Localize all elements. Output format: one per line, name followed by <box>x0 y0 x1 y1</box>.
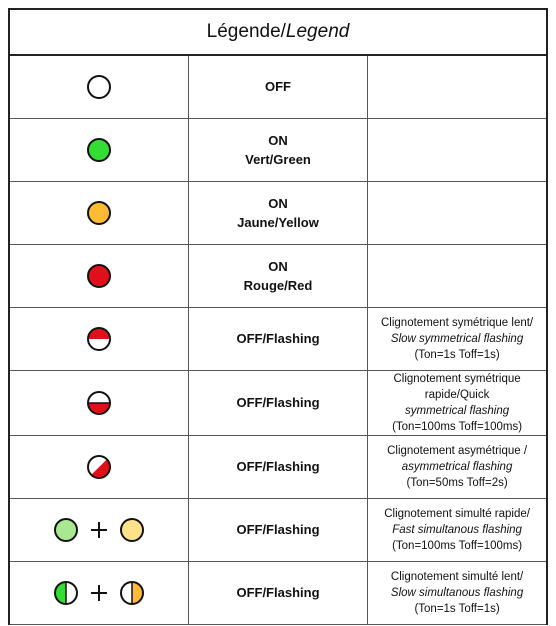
legend-title-fr: Légende/ <box>206 21 286 42</box>
state-line: OFF <box>264 79 291 95</box>
desc-line-en: Slow simultanous flashing <box>390 586 524 599</box>
desc-line-fr: Clignotement simulté rapide/ <box>384 507 530 520</box>
description-cell <box>368 181 547 244</box>
state-line: ON <box>268 195 288 211</box>
desc-line-timing: (Ton=100ms Toff=100ms) <box>392 539 523 552</box>
state-line: ON <box>268 258 288 274</box>
desc-line-en: Slow symmetrical flashing <box>390 332 524 345</box>
legend-title <box>9 9 547 55</box>
state-cell <box>188 435 367 498</box>
state-line: OFF/Flashing <box>236 395 320 410</box>
legend-row-asymmetric <box>9 435 547 498</box>
desc-line-en: symmetrical flashing <box>404 404 510 417</box>
description-cell <box>368 307 547 370</box>
icon-cell <box>9 307 188 370</box>
desc-line-timing: (Ton=1s Toff=1s) <box>414 348 500 361</box>
diagonal-red-icon <box>49 452 149 482</box>
legend-row-off <box>9 55 547 118</box>
half-red-top-icon <box>49 324 149 354</box>
state-cell <box>188 370 367 435</box>
description-cell <box>368 118 547 181</box>
desc-line-en: Fast simultanous flashing <box>392 523 522 536</box>
state-cell <box>188 118 367 181</box>
circle-red-icon <box>49 261 149 291</box>
circle-white-icon <box>49 72 149 102</box>
icon-cell <box>9 370 188 435</box>
state-line: ON <box>268 132 288 148</box>
description-cell <box>368 244 547 307</box>
circle-yellow-icon <box>49 198 149 228</box>
state-line: OFF/Flashing <box>236 522 320 537</box>
state-line: OFF/Flashing <box>236 331 320 346</box>
green-plus-yellow-icon <box>49 515 149 545</box>
legend-document <box>8 8 548 624</box>
icon-cell <box>9 55 188 118</box>
description-cell <box>368 498 547 561</box>
icon-cell <box>9 435 188 498</box>
icon-cell <box>9 118 188 181</box>
icon-cell <box>9 498 188 561</box>
description-cell <box>368 55 547 118</box>
state-line: Vert/Green <box>245 151 311 167</box>
half-green-plus-half-yellow-icon <box>49 578 149 608</box>
icon-cell <box>9 181 188 244</box>
icon-cell <box>9 561 188 624</box>
desc-line-fr: Clignotement symétrique lent/ <box>381 316 534 329</box>
desc-line-fr: Clignotement asymétrique / <box>387 444 528 457</box>
legend-row-quick-symmetric <box>9 370 547 435</box>
state-line: Jaune/Yellow <box>237 214 319 230</box>
half-red-bottom-icon <box>49 388 149 418</box>
legend-header-row <box>9 9 547 55</box>
legend-row-green <box>9 118 547 181</box>
legend-row-yellow <box>9 181 547 244</box>
legend-row-red <box>9 244 547 307</box>
circle-green-icon <box>49 135 149 165</box>
desc-line-timing: (Ton=100ms Toff=100ms) <box>392 420 523 433</box>
legend-row-slow-symmetric <box>9 307 547 370</box>
legend-title-en: Legend <box>285 21 350 42</box>
state-cell <box>188 307 367 370</box>
legend-table <box>8 8 548 625</box>
legend-row-fast-simultaneous <box>9 498 547 561</box>
state-line: OFF/Flashing <box>236 459 320 474</box>
description-cell <box>368 561 547 624</box>
state-cell <box>188 181 367 244</box>
state-cell <box>188 561 367 624</box>
desc-line-fr: Clignotement simulté lent/ <box>390 570 524 583</box>
state-cell <box>188 498 367 561</box>
desc-line-timing: (Ton=50ms Toff=2s) <box>406 476 508 489</box>
desc-line-en: asymmetrical flashing <box>401 460 513 473</box>
description-cell <box>368 370 547 435</box>
description-cell <box>368 435 547 498</box>
desc-line-fr: Clignotement symétrique rapide/Quick <box>393 372 521 401</box>
desc-line-timing: (Ton=1s Toff=1s) <box>414 602 500 615</box>
legend-row-slow-simultaneous <box>9 561 547 624</box>
state-line: OFF/Flashing <box>236 585 320 600</box>
state-cell <box>188 244 367 307</box>
state-cell <box>188 55 367 118</box>
state-line: Rouge/Red <box>243 277 313 293</box>
icon-cell <box>9 244 188 307</box>
